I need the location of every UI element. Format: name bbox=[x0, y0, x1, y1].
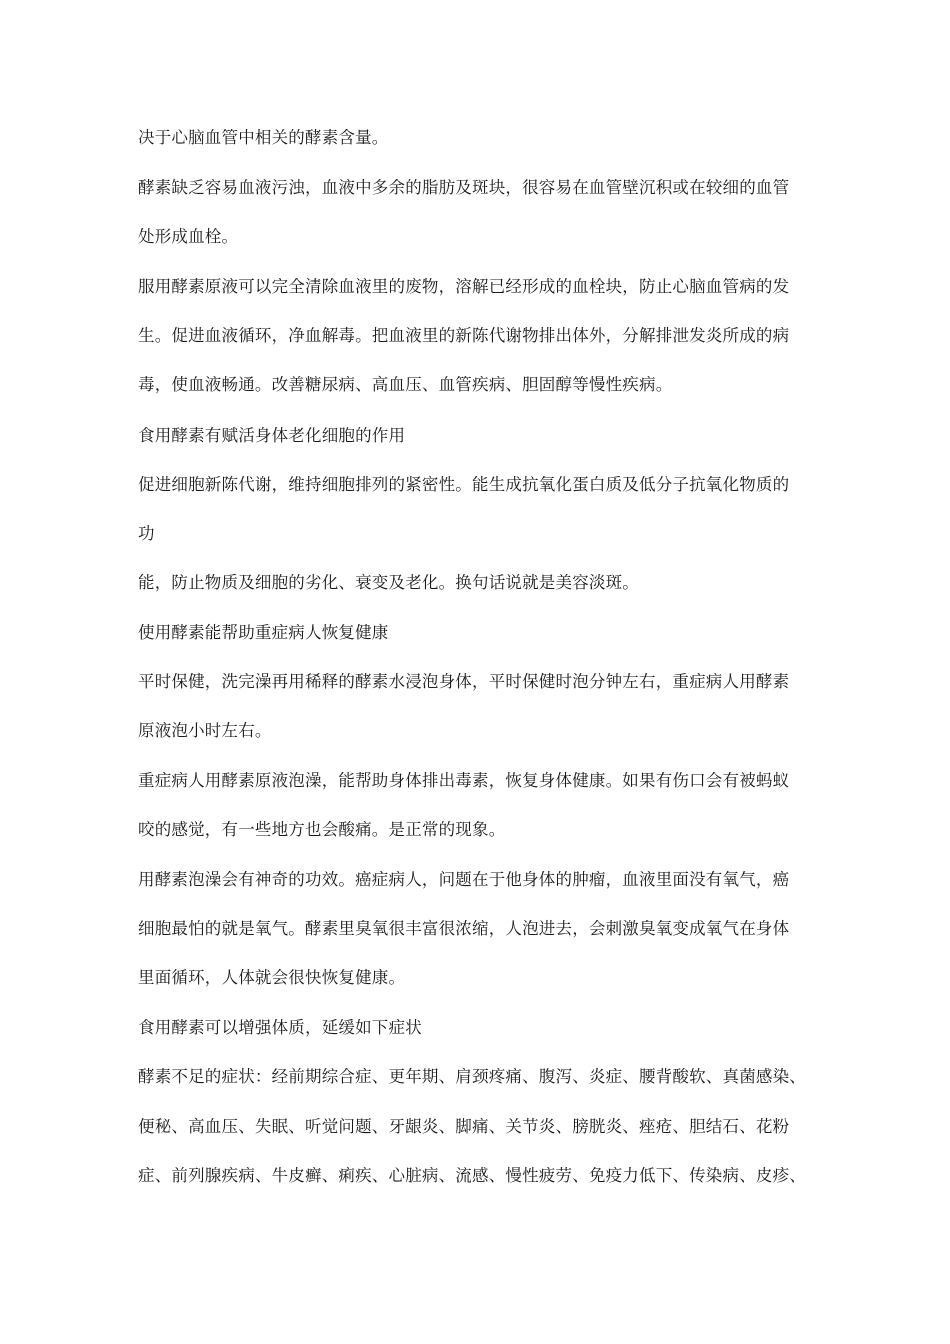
text-line: 里面循环，人体就会很快恢复健康。 bbox=[138, 968, 406, 987]
text-line: 原液泡小时左右。 bbox=[138, 721, 272, 740]
text-line: 酵素缺乏容易血液污浊，血液中多余的脂肪及斑块，很容易在血管壁沉积或在较细的血管 bbox=[138, 178, 790, 197]
text-line: 生。促进血液循环，净血解毒。把血液里的新陈代谢物排出体外，分解排泄发炎所成的病 bbox=[138, 326, 790, 345]
text-line: 处形成血栓。 bbox=[138, 227, 239, 246]
text-line: 促进细胞新陈代谢，维持细胞排列的紧密性。能生成抗氧化蛋白质及低分子抗氧化物质的 bbox=[138, 475, 790, 494]
text-line: 功 bbox=[138, 524, 155, 543]
text-line: 重症病人用酵素原液泡澡，能帮助身体排出毒素，恢复身体健康。如果有伤口会有被蚂蚁 bbox=[138, 771, 790, 790]
text-line: 决于心脑血管中相关的酵素含量。 bbox=[138, 128, 389, 147]
text-line: 细胞最怕的就是氧气。酵素里臭氧很丰富很浓缩，人泡进去，会刺激臭氧变成氧气在身体 bbox=[138, 919, 790, 938]
text-line: 便秘、高血压、失眠、听觉问题、牙龈炎、脚痛、关节炎、膀胱炎、痤疮、胆结石、花粉 bbox=[138, 1117, 790, 1136]
section-heading: 食用酵素可以增强体质，延缓如下症状 bbox=[138, 1018, 422, 1037]
text-line: 酵素不足的症状：经前期综合症、更年期、肩颈疼痛、腹泻、炎症、腰背酸软、真菌感染、 bbox=[138, 1067, 806, 1086]
text-line: 症、前列腺疾病、牛皮癣、痢疾、心脏病、流感、慢性疲劳、免疫力低下、传染病、皮疹、 bbox=[138, 1166, 806, 1185]
text-line: 咬的感觉，有一些地方也会酸痛。是正常的现象。 bbox=[138, 820, 506, 839]
section-heading: 使用酵素能帮助重症病人恢复健康 bbox=[138, 623, 389, 642]
text-line: 平时保健，洗完澡再用稀释的酵素水浸泡身体，平时保健时泡分钟左右，重症病人用酵素 bbox=[138, 672, 790, 691]
text-line: 毒，使血液畅通。改善糖尿病、高血压、血管疾病、胆固醇等慢性疾病。 bbox=[138, 375, 673, 394]
section-heading: 食用酵素有赋活身体老化细胞的作用 bbox=[138, 426, 406, 445]
text-line: 服用酵素原液可以完全清除血液里的废物，溶解已经形成的血栓块，防止心脑血管病的发 bbox=[138, 277, 790, 296]
text-line: 能，防止物质及细胞的劣化、衰变及老化。换句话说就是美容淡斑。 bbox=[138, 573, 639, 592]
text-line: 用酵素泡澡会有神奇的功效。癌症病人，问题在于他身体的肿瘤，血液里面没有氧气，癌 bbox=[138, 870, 790, 889]
